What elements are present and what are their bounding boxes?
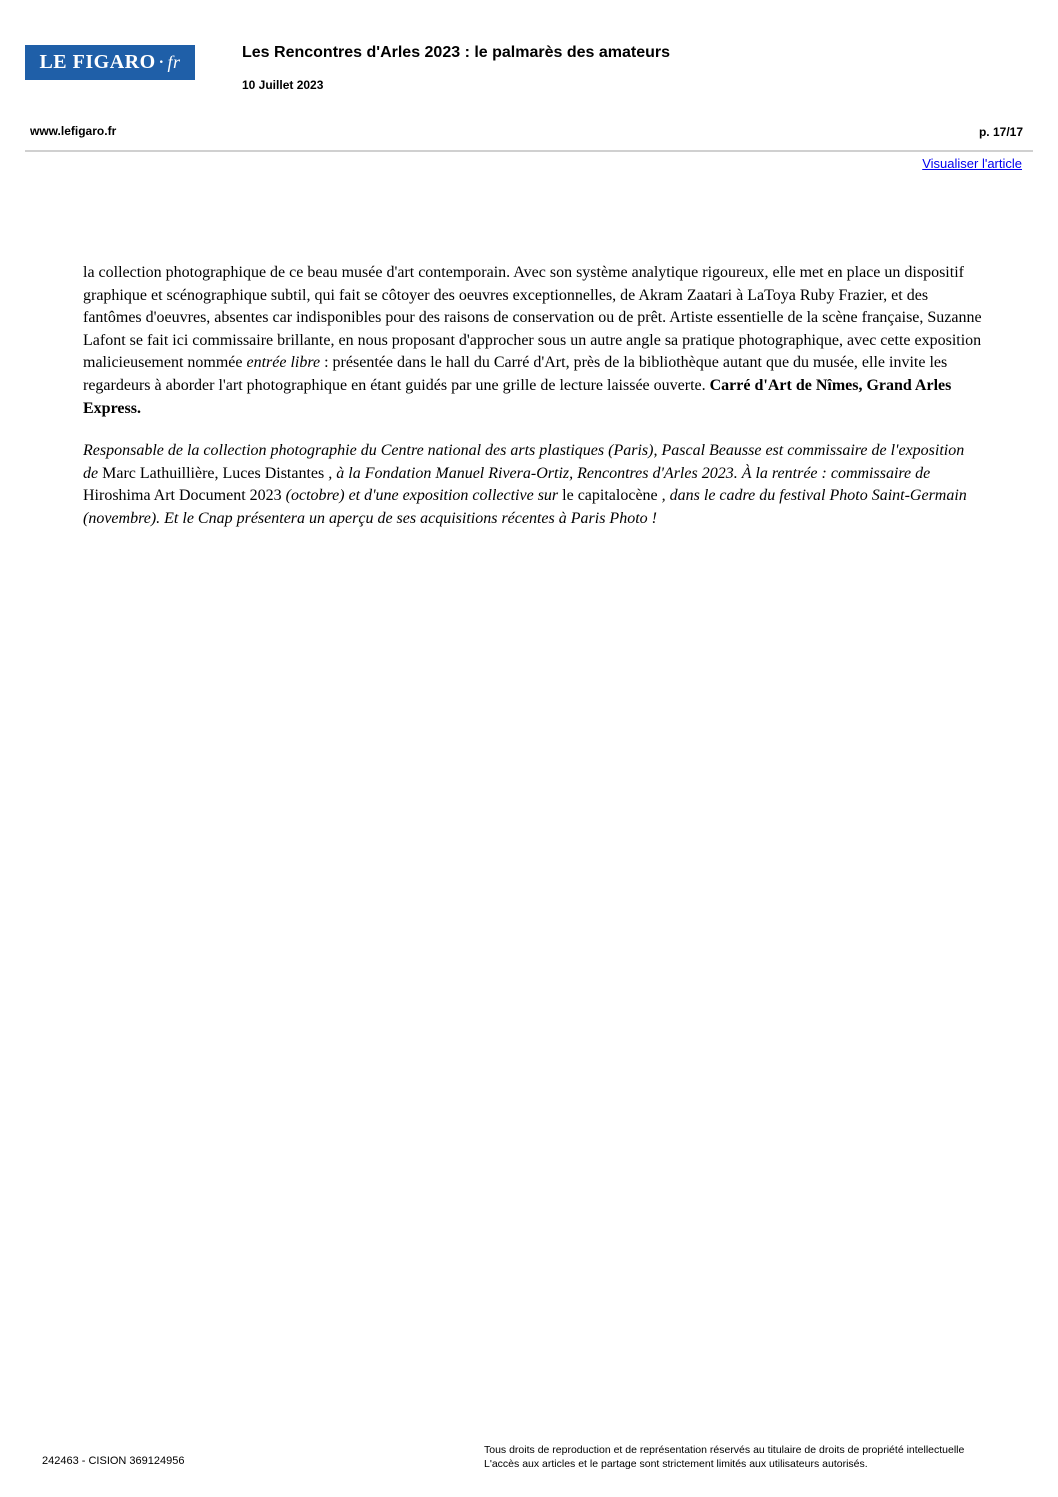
bio-text: Responsable de la collection photographie du Centre national des arts plastiques (Paris), Pascal Beausse est commissaire de l'exposition de: [83, 442, 965, 482]
paragraph-text: la collection photographique de ce beau musée d'art contemporain. Avec son système analytique rigoureux, elle met en place un dispositif graphique et scénographique subtil, qui fait se côtoyer des oeuvres exceptionnelles, de Akram Zaatari à LaToya Ruby Frazier, et des fantômes d'oeuvres, absentes car indisponibles pour des raisons de conservation ou de prêt. Artiste essentielle de la scène française, Suzanne Lafont se fait ici commissaire brillante, en nous proposant d'approcher sous un autre angle sa pratique photographique, avec cette exposition malicieusement nommée: [83, 264, 982, 372]
bio-text: , dans le cadre du festival Photo Saint-Germain (novembre). Et le Cnap présentera un aperçu de ses acquisitions récentes à Paris Photo !: [83, 487, 967, 527]
paragraph-text: : présentée dans le hall du Carré d'Art, près de la bibliothèque autant que du musée, elle invite les regardeurs à aborder l'art photographique en étant guidés par une grille de lecture laissée ouverte.: [83, 354, 948, 394]
exhibition-title: entrée libre: [246, 354, 321, 372]
bio-text: (octobre) et d'une exposition collective sur: [281, 487, 563, 505]
rights-notice: [484, 1443, 964, 1471]
bio-name: le capitalocène: [562, 487, 658, 505]
article-paragraph-1: [83, 262, 983, 420]
document-id: 242463 - CISION 369124956: [42, 1455, 185, 1467]
article-title: Les Rencontres d'Arles 2023 : le palmarès des amateurs: [242, 44, 671, 61]
header-divider: [25, 150, 1033, 152]
page-number: p. 17/17: [978, 125, 1023, 139]
logo-dot: ·: [158, 53, 165, 71]
source-site: www.lefigaro.fr: [30, 124, 117, 138]
rights-line: Tous droits de reproduction et de représentation réservés au titulaire de droits de propriété intellectuelle: [484, 1444, 965, 1456]
venue-credit: Carré d'Art de Nîmes, Grand Arles Express.: [83, 376, 952, 417]
logo-main: LE FIGARO: [39, 51, 156, 73]
le-figaro-logo: [25, 45, 195, 80]
bio-name: Marc Lathuillière, Luces Distantes: [102, 464, 325, 482]
logo-suffix: fr: [167, 52, 181, 72]
bio-name: Hiroshima Art Document 2023: [83, 487, 282, 505]
bio-text: , à la Fondation Manuel Rivera-Ortiz, Rencontres d'Arles 2023. À la rentrée : commissaire de: [324, 464, 931, 482]
author-bio: [83, 440, 983, 530]
rights-line: L'accès aux articles et le partage sont strictement limités aux utilisateurs autorisés.: [484, 1458, 868, 1470]
article-date: 10 Juillet 2023: [242, 78, 324, 92]
view-article-link[interactable]: Visualiser l'article: [922, 156, 1022, 171]
